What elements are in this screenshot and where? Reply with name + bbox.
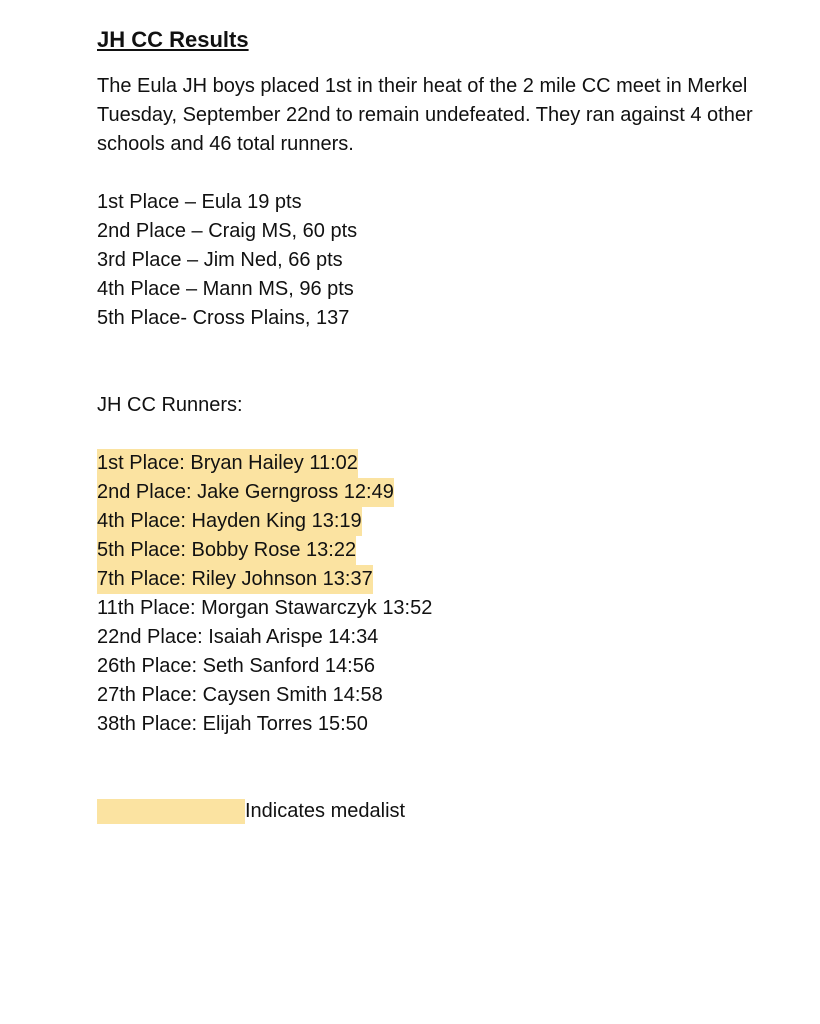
- intro-paragraph: The Eula JH boys placed 1st in their heat of the 2 mile CC meet in Merkel Tuesday, September 22nd to remain undefeated. They ran against 4 other schools and 46 total runners.: [97, 75, 753, 155]
- runner-text: 11th Place: Morgan Stawarczyk 13:52: [97, 597, 433, 619]
- legend-label: Indicates medalist: [245, 800, 406, 822]
- runner-line: [97, 478, 757, 507]
- runner-text: 38th Place: Elijah Torres 15:50: [97, 713, 368, 735]
- team-result-line: 5th Place- Cross Plains, 137: [97, 307, 350, 329]
- runner-line: [97, 652, 757, 681]
- runner-line: [97, 681, 757, 710]
- runner-line: [97, 565, 757, 594]
- runner-text: 27th Place: Caysen Smith 14:58: [97, 684, 383, 706]
- runners-list: [97, 449, 757, 739]
- runner-line: [97, 710, 757, 739]
- page-title: JH CC Results: [97, 27, 249, 52]
- team-results-list: [97, 188, 757, 333]
- team-result-line: 3rd Place – Jim Ned, 66 pts: [97, 249, 343, 271]
- runner-text: 2nd Place: Jake Gerngross 12:49: [97, 478, 394, 507]
- medalist-highlight-swatch: [97, 799, 245, 824]
- runner-text: 1st Place: Bryan Hailey 11:02: [97, 449, 358, 478]
- runner-line: [97, 507, 757, 536]
- team-result-line: 4th Place – Mann MS, 96 pts: [97, 278, 354, 300]
- runner-text: 26th Place: Seth Sanford 14:56: [97, 655, 375, 677]
- runner-text: 4th Place: Hayden King 13:19: [97, 507, 362, 536]
- runner-line: [97, 594, 757, 623]
- runner-line: [97, 536, 757, 565]
- runner-text: 22nd Place: Isaiah Arispe 14:34: [97, 626, 379, 648]
- team-result-line: 1st Place – Eula 19 pts: [97, 191, 302, 213]
- runners-heading: JH CC Runners:: [97, 394, 243, 416]
- document-page: [97, 26, 757, 826]
- runner-line: [97, 449, 757, 478]
- team-result-line: 2nd Place – Craig MS, 60 pts: [97, 220, 358, 242]
- runner-line: [97, 623, 757, 652]
- runner-text: 7th Place: Riley Johnson 13:37: [97, 565, 373, 594]
- medalist-legend: [97, 797, 757, 826]
- runner-text: 5th Place: Bobby Rose 13:22: [97, 536, 356, 565]
